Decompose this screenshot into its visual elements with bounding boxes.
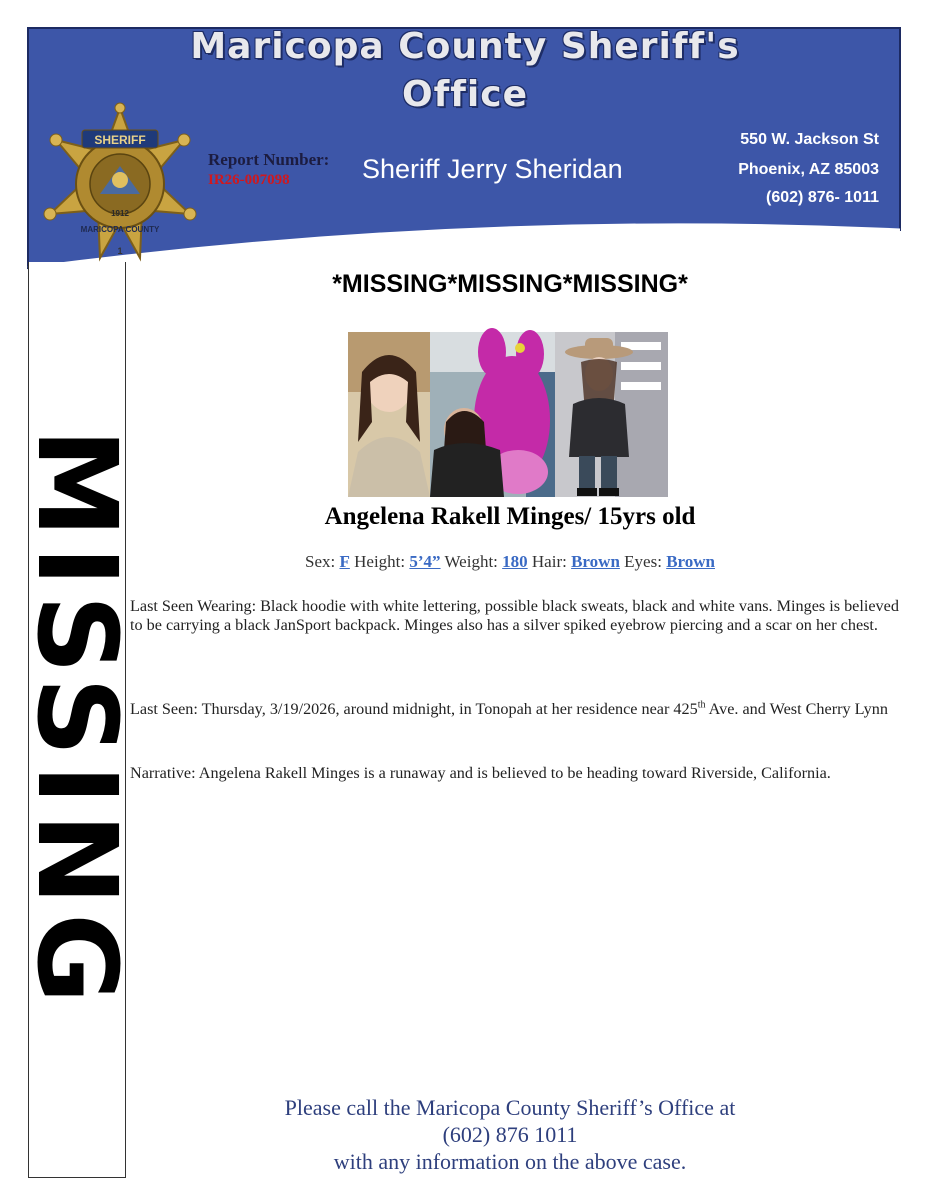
- sheriff-badge-icon: [44, 104, 196, 264]
- badge-bottom-text: MARICOPA COUNTY: [80, 225, 160, 234]
- photo-with-plush: [430, 332, 555, 497]
- eyes-label: Eyes:: [624, 552, 662, 571]
- last-seen-ordinal: th: [697, 699, 706, 711]
- last-seen-location: [130, 700, 900, 719]
- photo-selfie: [348, 332, 430, 497]
- last-seen-text: Last Seen: Thursday, 3/19/2026, around midnight, in Tonopah at her residence near 425: [130, 700, 698, 718]
- report-number-value: IR26-007098: [208, 172, 290, 188]
- side-missing-word: MISSING: [13, 427, 141, 1012]
- last-seen-wearing: Last Seen Wearing: Black hoodie with white lettering, possible black sweats, black and white vans. Minges is believed to be carrying a black JanSport backpack. Minges also has a silver spiked eyebrow piercing and a scar on her chest.: [130, 597, 899, 634]
- footer-call-line: Please call the Maricopa County Sheriff’s Office at: [284, 1095, 736, 1120]
- badge-top-text: SHERIFF: [94, 133, 146, 147]
- sex-value: F: [339, 552, 350, 571]
- badge-number-text: 1: [117, 246, 123, 256]
- address-street: 550 W. Jackson St: [740, 131, 879, 148]
- hair-value: Brown: [571, 552, 620, 571]
- weight-value: 180: [502, 552, 528, 571]
- height-value: 5’4”: [409, 552, 441, 571]
- badge-year-text: 1912: [111, 209, 129, 218]
- address-phone: (602) 876- 1011: [766, 189, 879, 206]
- report-number-label: Report Number:: [208, 150, 330, 169]
- height-label: Height:: [354, 552, 406, 571]
- agency-title-line-2: Office: [401, 74, 529, 115]
- footer-phone: (602) 876 1011: [442, 1122, 578, 1147]
- narrative: Narrative: Angelena Rakell Minges is a runaway and is believed to be heading toward Riverside, California.: [130, 764, 831, 782]
- agency-title-line-1: Maricopa County Sheriff's: [190, 26, 740, 67]
- sheriff-name: Sheriff Jerry Sheridan: [362, 154, 623, 184]
- person-stats: [130, 552, 890, 572]
- footer-info-line: with any information on the above case.: [333, 1149, 687, 1174]
- address-city: Phoenix, AZ 85003: [738, 161, 879, 178]
- weight-label: Weight:: [444, 552, 498, 571]
- sex-label: Sex:: [305, 552, 336, 571]
- eyes-value: Brown: [666, 552, 715, 571]
- last-seen-text-end: Ave. and West Cherry Lynn: [705, 700, 888, 718]
- hair-label: Hair:: [531, 552, 567, 571]
- photo-cowboy-hat: [555, 332, 668, 497]
- missing-headline: *MISSING*MISSING*MISSING*: [332, 270, 688, 298]
- side-missing-strip: [13, 262, 141, 1178]
- missing-person-name: Angelena Rakell Minges/ 15yrs old: [324, 503, 696, 530]
